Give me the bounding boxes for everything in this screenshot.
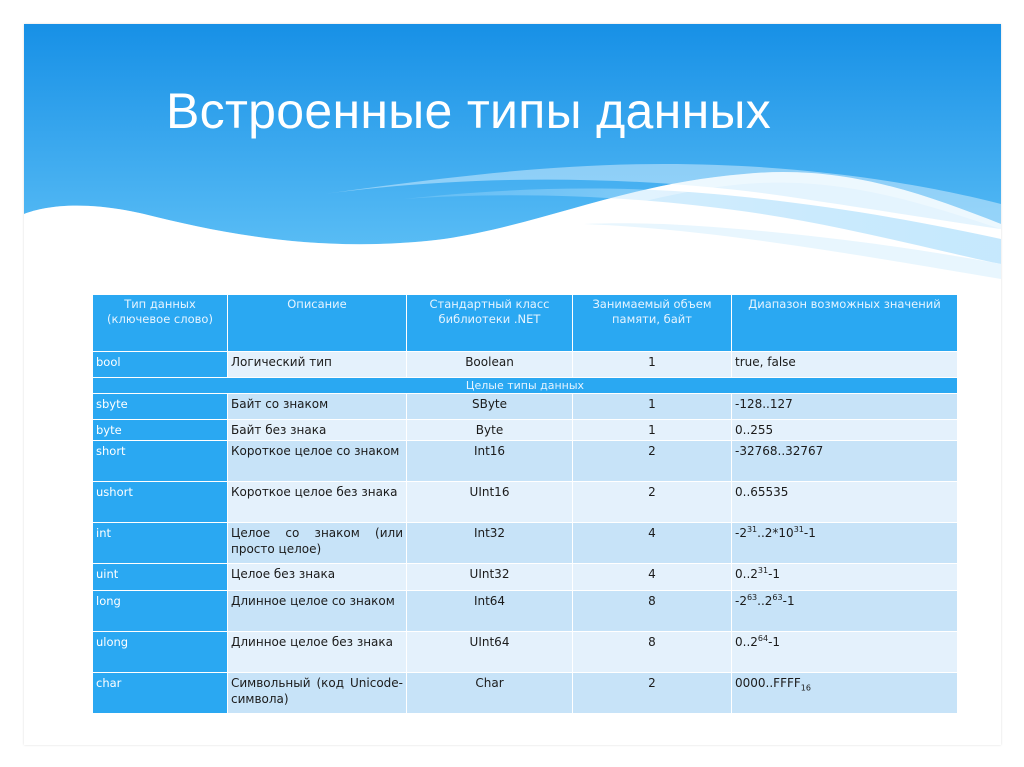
table-row — [93, 632, 958, 673]
table-row — [93, 482, 958, 523]
cell-size: 2 — [573, 482, 732, 523]
cell-size: 1 — [573, 394, 732, 420]
cell-type: uint — [93, 564, 228, 591]
cell-description: Целое без знака — [228, 564, 407, 591]
cell-net-class: Int16 — [407, 441, 573, 482]
cell-range: -32768..32767 — [732, 441, 958, 482]
cell-size: 4 — [573, 564, 732, 591]
slide — [24, 24, 1001, 745]
cell-description: Короткое целое со знаком — [228, 441, 407, 482]
cell-net-class: UInt64 — [407, 632, 573, 673]
table-row — [93, 441, 958, 482]
cell-size: 4 — [573, 523, 732, 564]
cell-size: 1 — [573, 352, 732, 378]
table-row — [93, 591, 958, 632]
table-row — [93, 523, 958, 564]
table-row — [93, 673, 958, 714]
cell-net-class: Char — [407, 673, 573, 714]
cell-range: true, false — [732, 352, 958, 378]
header-wave-background — [24, 24, 1001, 294]
cell-range: 0..2$^{31}$-1 — [732, 564, 958, 591]
cell-size: 2 — [573, 441, 732, 482]
header-net-class: Стандартный класс библиотеки .NET — [407, 295, 573, 352]
header-description: Описание — [228, 295, 407, 352]
cell-type: ushort — [93, 482, 228, 523]
cell-net-class: Boolean — [407, 352, 573, 378]
cell-net-class: UInt16 — [407, 482, 573, 523]
cell-description: Целое со знаком (или просто целое) — [228, 523, 407, 564]
table-row — [93, 420, 958, 441]
cell-type: char — [93, 673, 228, 714]
cell-type: short — [93, 441, 228, 482]
cell-description: Короткое целое без знака — [228, 482, 407, 523]
cell-description: Байт со знаком — [228, 394, 407, 420]
cell-net-class: Byte — [407, 420, 573, 441]
table-row — [93, 394, 958, 420]
cell-type: ulong — [93, 632, 228, 673]
cell-size: 2 — [573, 673, 732, 714]
cell-type: int — [93, 523, 228, 564]
cell-type: long — [93, 591, 228, 632]
cell-range: 0..65535 — [732, 482, 958, 523]
cell-type: sbyte — [93, 394, 228, 420]
cell-net-class: UInt32 — [407, 564, 573, 591]
cell-description: Длинное целое без знака — [228, 632, 407, 673]
cell-range: 0..2$^{64}$-1 — [732, 632, 958, 673]
cell-net-class: SByte — [407, 394, 573, 420]
cell-net-class: Int32 — [407, 523, 573, 564]
table-header-row — [93, 295, 958, 352]
cell-description: Байт без знака — [228, 420, 407, 441]
cell-range: -128..127 — [732, 394, 958, 420]
header-type: Тип данных (ключевое слово) — [93, 295, 228, 352]
cell-description: Символьный (код Unicode-символа) — [228, 673, 407, 714]
cell-description: Длинное целое со знаком — [228, 591, 407, 632]
cell-range: 0..255 — [732, 420, 958, 441]
data-types-table — [92, 294, 958, 714]
cell-size: 8 — [573, 591, 732, 632]
cell-description: Логический тип — [228, 352, 407, 378]
header-range: Диапазон возможных значений — [732, 295, 958, 352]
group-label: Целые типы данных — [93, 378, 958, 394]
table-row — [93, 352, 958, 378]
cell-type: bool — [93, 352, 228, 378]
cell-size: 8 — [573, 632, 732, 673]
cell-range: $-2^{31}..2*10^{31}-1$ — [732, 523, 958, 564]
cell-net-class: Int64 — [407, 591, 573, 632]
cell-type: byte — [93, 420, 228, 441]
slide-title: Встроенные типы данных — [166, 83, 772, 139]
table-row — [93, 564, 958, 591]
cell-range: $0000..FFFF_{16}$ — [732, 673, 958, 714]
header-size: Занимаемый объем памяти, байт — [573, 295, 732, 352]
cell-range: $-2^{63}..2^{63}-1$ — [732, 591, 958, 632]
cell-size: 1 — [573, 420, 732, 441]
group-header-row — [93, 378, 958, 394]
